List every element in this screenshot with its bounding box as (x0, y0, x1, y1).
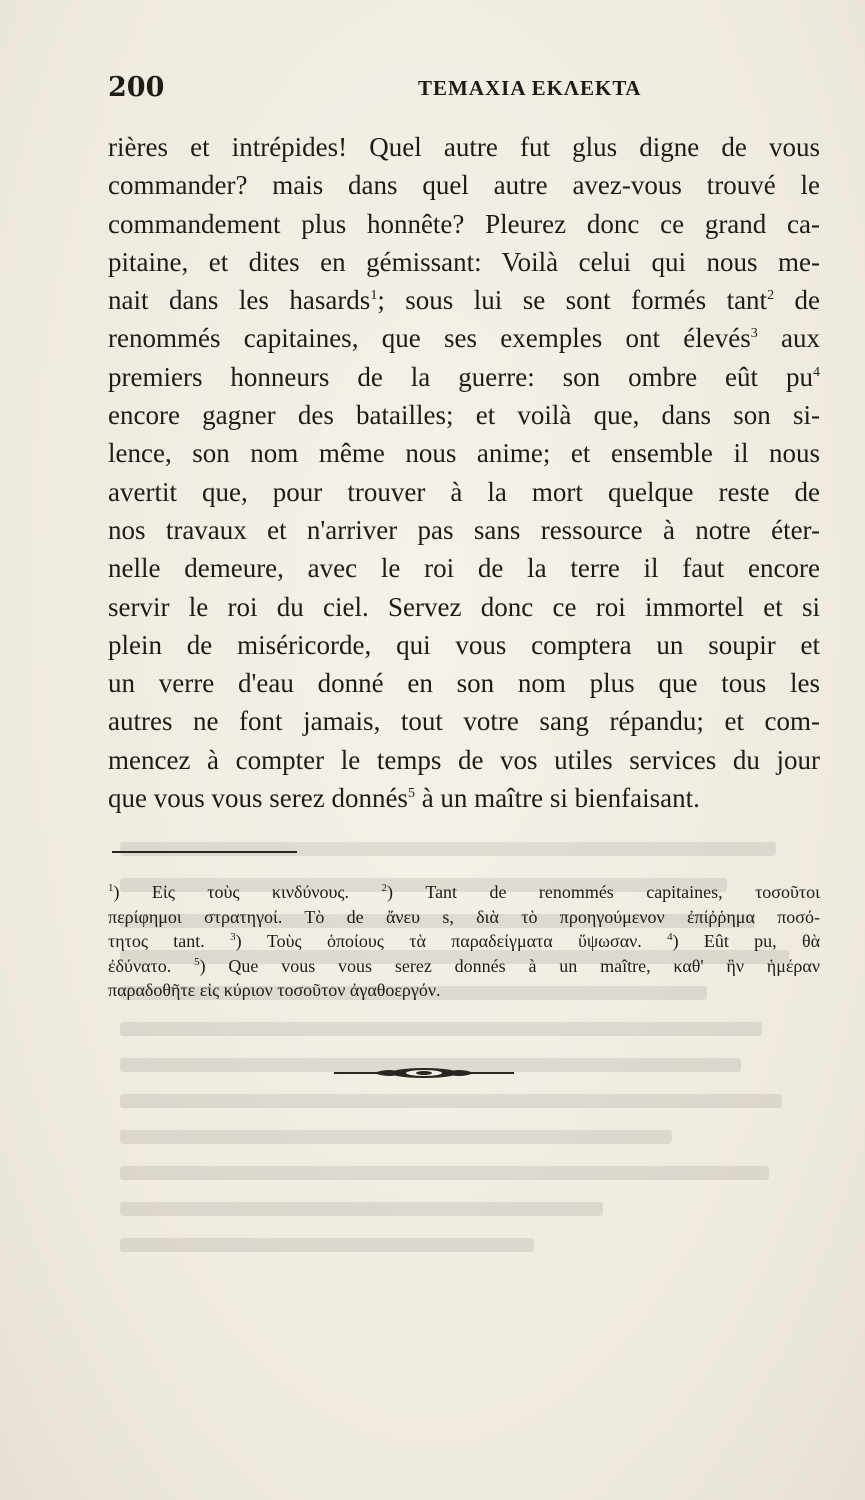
body-line (108, 166, 820, 204)
body-line (108, 434, 820, 472)
text-segment: aux (757, 323, 820, 354)
text-segment: renommés capitaines, que ses exemples ont élevés (108, 323, 751, 354)
footnote-marker: 1 (108, 882, 114, 894)
footnotes-line (108, 978, 820, 1003)
footnotes-line (108, 954, 820, 979)
text-segment: ) Εἰς τοὺς κινδύνους. (113, 882, 382, 902)
body-line (108, 779, 820, 817)
footnotes-line (108, 880, 820, 905)
text-segment: nait dans les hasards (108, 285, 371, 316)
text-segment: encore gagner des batailles; et voilà que, dans son si- (108, 400, 820, 431)
running-title: ΤΕΜΑΧΙΑ ΕΚΛΕΚΤΑ (418, 76, 642, 100)
body-line (108, 281, 820, 319)
body-line (108, 319, 820, 357)
body-line (108, 243, 820, 281)
footnote-marker: 5 (407, 786, 415, 802)
text-segment: à un maître si bienfaisant. (414, 783, 700, 814)
footnote-marker: 1 (370, 288, 378, 304)
body-line (108, 588, 820, 626)
body-line (108, 396, 820, 434)
text-segment: ) Tant de renommés capitaines, τοσοῦτοι (386, 882, 820, 902)
text-segment: nos travaux et n'arriver pas sans ressource à notre éter- (108, 514, 820, 545)
footnotes (108, 880, 820, 1003)
text-segment: commander? mais dans quel autre avez-vous trouvé le (108, 170, 820, 201)
text-segment: περίφημοι στρατηγοί. Τὸ de ἄνευ s, διὰ τὸ προηγούμενον ἐπίῤῥημα ποσό- (108, 906, 820, 927)
text-segment: ) Que vous vous serez donnés à un maître, καθ' ἣν ἡμέραν (199, 955, 820, 976)
footnote-marker: 4 (667, 931, 673, 943)
ornamental-divider-icon (334, 1062, 514, 1084)
text-segment: nelle demeure, avec le roi de la terre il faut encore (108, 553, 820, 584)
text-segment: ) Eût pu, θὰ (672, 931, 821, 951)
footnote-marker: 2 (767, 288, 775, 304)
body-line (108, 549, 820, 587)
text-segment: plein de miséricorde, qui vous comptera un soupir et (108, 629, 820, 660)
footnote-marker: 4 (813, 364, 820, 380)
text-segment: lence, son nom même nous anime; et ensemble il nous (108, 438, 820, 469)
text-segment: que vous vous serez donnés (108, 783, 408, 814)
text-segment: autres ne font jamais, tout votre sang répandu; et com- (108, 706, 820, 737)
text-segment: παραδοθῆτε εἰς κύριον τοσοῦτον ἀγαθοεργόν. (108, 980, 441, 1000)
text-segment: un verre d'eau donné en son nom plus que tous les (108, 668, 820, 699)
body-text (108, 128, 820, 817)
page-header (108, 72, 820, 112)
text-segment: premiers honneurs de la guerre: son ombre eût pu (108, 361, 813, 392)
footnote-marker: 2 (381, 882, 387, 894)
text-segment: rières et intrépides! Quel autre fut glus digne de vous (108, 132, 820, 162)
text-segment: ; sous lui se sont formés tant (377, 285, 768, 316)
page-number: 200 (108, 72, 165, 103)
text-segment: servir le roi du ciel. Servez donc ce roi immortel et si (108, 591, 820, 622)
text-segment: pitaine, et dites en gémissant: Voilà celui qui nous me- (108, 246, 820, 277)
body-line (108, 702, 820, 740)
body-line (108, 358, 820, 396)
footnotes-line (108, 905, 820, 930)
text-segment: mencez à compter le temps de vos utiles services du jour (108, 744, 820, 775)
text-segment: τητος tant. (108, 931, 231, 951)
text-segment: de (774, 285, 821, 316)
text-segment: ἐδύνατο. (108, 955, 195, 976)
footnote-rule (112, 851, 297, 853)
body-line (108, 741, 820, 779)
body-line (108, 128, 820, 166)
body-line (108, 511, 820, 549)
text-segment: ) Τοὺς ὁποίους τὰ παραδείγματα ὕψωσαν. (235, 931, 668, 951)
footnote-marker: 5 (194, 955, 200, 968)
body-line (108, 664, 820, 702)
body-line (108, 205, 820, 243)
body-line (108, 626, 820, 664)
footnote-marker: 3 (230, 931, 236, 943)
footnote-marker: 3 (750, 326, 758, 342)
text-segment: commandement plus honnête? Pleurez donc ce grand ca- (108, 208, 820, 239)
body-line (108, 473, 820, 511)
footnotes-line (108, 929, 820, 954)
text-segment: avertit que, pour trouver à la mort quelque reste de (108, 476, 820, 507)
